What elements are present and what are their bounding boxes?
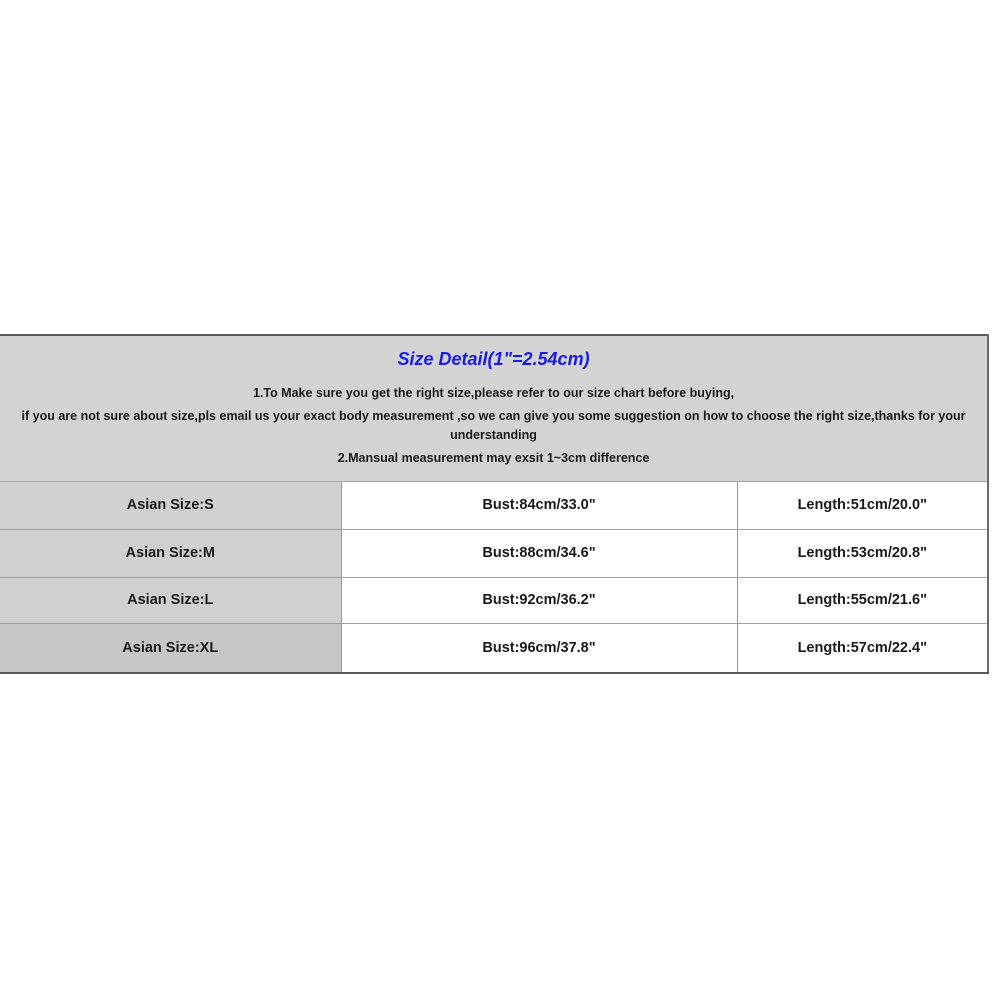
size-label: Asian Size:XL <box>0 623 341 673</box>
table-row <box>0 577 988 623</box>
bust-value: Bust:92cm/36.2" <box>341 577 737 623</box>
size-label: Asian Size:L <box>0 577 341 623</box>
length-value: Length:53cm/20.8" <box>737 529 988 577</box>
size-note-2: if you are not sure about size,pls email us your exact body measurement ,so we can give you some suggestion on how to choose the right size,thanks for your understanding <box>21 409 966 443</box>
size-chart-title: Size Detail(1"=2.54cm) <box>397 349 590 370</box>
size-note-3: 2.Mansual measurement may exsit 1~3cm difference <box>337 451 650 466</box>
size-label: Asian Size:S <box>0 481 341 529</box>
size-label: Asian Size:M <box>0 529 341 577</box>
size-chart-header-row <box>0 335 988 481</box>
bust-value: Bust:88cm/34.6" <box>341 529 737 577</box>
table-row <box>0 623 988 673</box>
table-row <box>0 529 988 577</box>
size-note-1: 1.To Make sure you get the right size,please refer to our size chart before buying, <box>252 386 735 401</box>
length-value: Length:57cm/22.4" <box>737 623 988 673</box>
length-value: Length:55cm/21.6" <box>737 577 988 623</box>
size-chart-table <box>0 334 989 674</box>
length-value: Length:51cm/20.0" <box>737 481 988 529</box>
bust-value: Bust:96cm/37.8" <box>341 623 737 673</box>
table-row <box>0 481 988 529</box>
bust-value: Bust:84cm/33.0" <box>341 481 737 529</box>
size-chart-header <box>0 335 988 481</box>
